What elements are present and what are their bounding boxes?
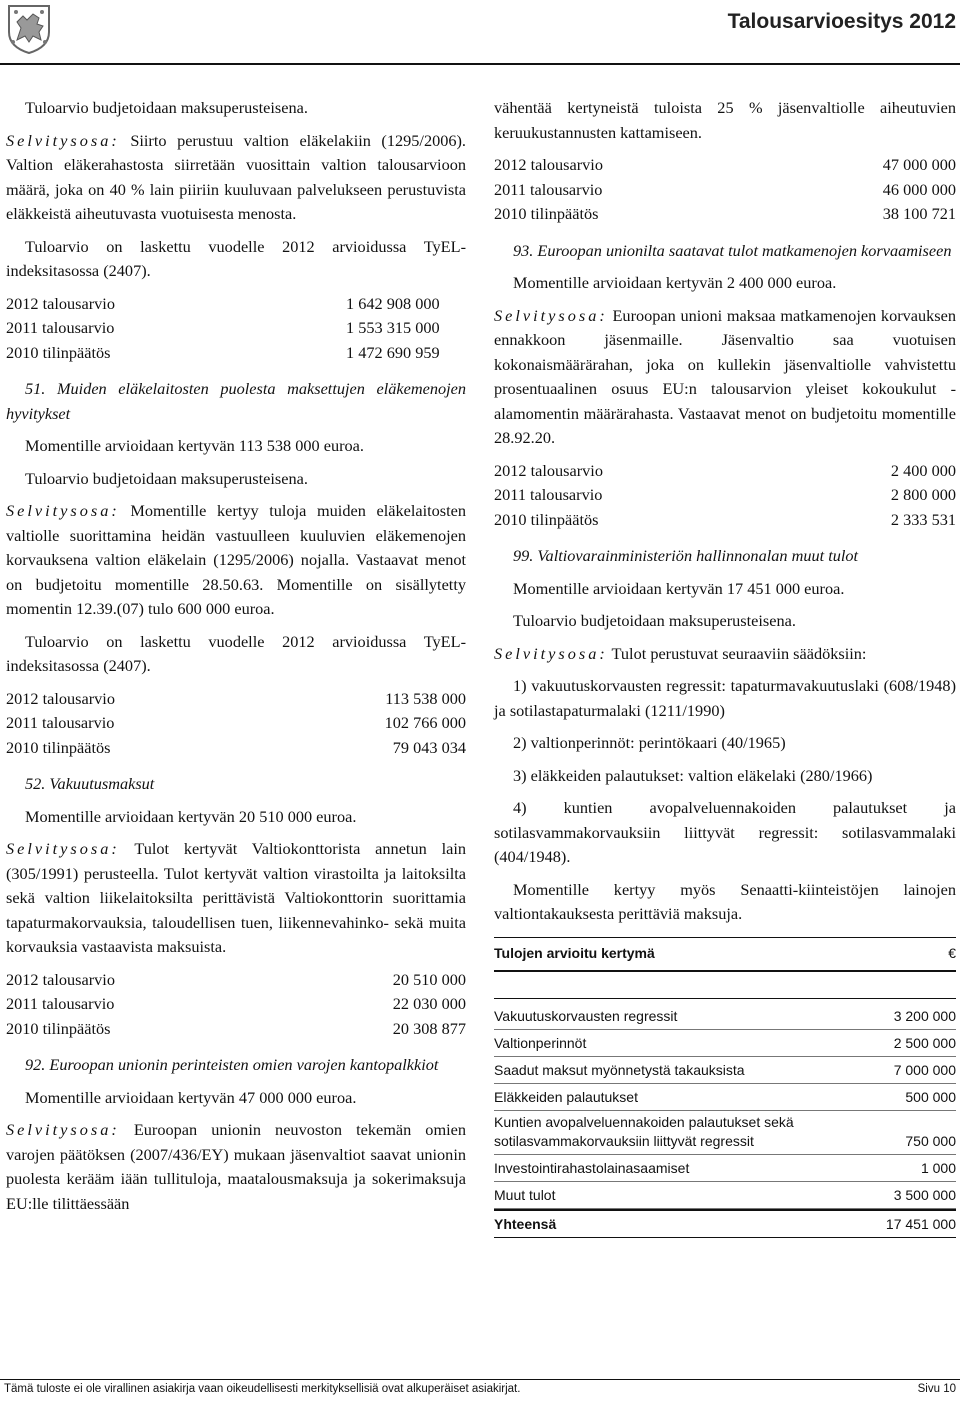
lion-coat-of-arms-icon bbox=[3, 2, 55, 54]
list-item: 3) eläkkeiden palautukset: valtion eläkelaki (280/1966) bbox=[513, 765, 873, 785]
left-column bbox=[6, 96, 466, 1224]
paragraph: Selvitysosa: Tulot perustuvat seuraaviin säädöksiin: bbox=[494, 643, 867, 663]
table-row: Eläkkeiden palautukset 500 000 bbox=[494, 1084, 956, 1111]
selvitysosa-label: Selvitysosa: bbox=[6, 130, 120, 150]
paragraph: vähentää kertyneistä tuloista 25 % jäsenvaltiolle aiheutuvien keruukustannusten kattamiseen. bbox=[494, 98, 956, 142]
footer-divider bbox=[0, 1379, 960, 1380]
table-row: Kuntien avopalveluennakoiden palautukset sekä sotilasvammakorvauksiin liittyvät regressit 750 000 bbox=[494, 1111, 956, 1155]
figure-row: 2011 talousarvio 22 030 000 bbox=[6, 994, 466, 1013]
table-title: Tulojen arvioitu kertymä bbox=[494, 944, 655, 961]
figures-block bbox=[6, 687, 466, 761]
list-item: 1) vakuutuskorvausten regressit: tapaturmavakuutuslaki (608/1948) ja sotilastapaturmalaki (1211/1990) bbox=[494, 676, 956, 720]
figure-row: 2012 talousarvio 2 400 000 bbox=[494, 460, 956, 480]
table-row: Muut tulot 3 500 000 bbox=[494, 1182, 956, 1209]
page-footer bbox=[4, 1383, 956, 1395]
paragraph: Selvitysosa: Euroopan unioni maksaa matkamenojen korvauksen ennakkoon jäsenmaille. Jäsenvaltio saa vuotuisen kokonaismäärärahan, joka on kullekin jäsenvaltiolle vahvistettu prosentuaalinen osuus EU:n talousarvion yleiset kokoukulut -alamomentin määrärahasta. Vastaavat menot on budjetoitu momentille 28.92.20. bbox=[494, 305, 956, 447]
right-column bbox=[494, 96, 956, 1238]
paragraph: Selvitysosa: Momentille kertyy tuloja muiden eläkelaitosten valtiolle suorittamina heidän vastuulleen kuuluvien eläkemenojen korvauksena valtion eläkelain (1295/2006) nojalla. Vastaavat menot on budjetoitu momentille 28.50.63. Momentille on sisällytetty momentin 12.39.(07) tulo 600 000 euroa. bbox=[6, 501, 466, 618]
table-header bbox=[494, 937, 956, 973]
table-row: Valtionperinnöt 2 500 000 bbox=[494, 1030, 956, 1057]
list-item: 2) valtionperinnöt: perintökaari (40/1965) bbox=[513, 733, 786, 752]
figure-row: 2010 tilinpäätös 20 308 877 bbox=[6, 1018, 466, 1038]
paragraph: Tuloarvio budjetoidaan maksuperusteisena. bbox=[25, 468, 308, 488]
paragraph: Momentille kertyy myös Senaatti-kiinteistöjen lainojen valtiontakauksesta perittäviä maksuja. bbox=[494, 879, 956, 923]
section-heading: 99. Valtiovarainministeriön hallinnonalan muut tulot bbox=[513, 546, 859, 565]
selvitysosa-label: Selvitysosa: bbox=[494, 305, 608, 325]
paragraph: Selvitysosa: Siirto perustuu valtion eläkelakiin (1295/2006). Valtion eläkerahastosta siirretään vuosittain valtion talousarvioon määrä, joka on 40 % lain piiriin kuuluvaan palvelukseen perustuvista eläkkeistä aiheutuvasta vuotuisesta menosta. bbox=[6, 130, 466, 223]
figures-block bbox=[6, 968, 466, 1042]
selvitysosa-label: Selvitysosa: bbox=[494, 643, 608, 663]
figure-row: 2010 tilinpäätös 2 333 531 bbox=[494, 509, 956, 529]
paragraph: Tuloarvio on laskettu vuodelle 2012 arvioidussa TyEL-indeksitasossa (2407). bbox=[6, 631, 466, 675]
selvitysosa-label: Selvitysosa: bbox=[6, 501, 120, 520]
list-item: 4) kuntien avopalveluennakoiden palautukset ja sotilasvammakorvauksiin liittyvät regressit: sotilasvammalaki (404/1948). bbox=[494, 798, 956, 866]
paragraph: Tuloarvio budjetoidaan maksuperusteisena. bbox=[25, 98, 308, 117]
table-row: Investointirahastolainasaamiset 1 000 bbox=[494, 1155, 956, 1182]
paragraph: Momentille arvioidaan kertyvän 20 510 000 euroa. bbox=[25, 806, 357, 826]
figure-row: 2012 talousarvio 20 510 000 bbox=[6, 969, 466, 989]
figure-row: 2010 tilinpäätös 1 472 690 959 bbox=[6, 342, 440, 362]
selvitysosa-label: Selvitysosa: bbox=[6, 839, 120, 858]
figures-block bbox=[494, 153, 956, 227]
paragraph: Tuloarvio on laskettu vuodelle 2012 arvioidussa TyEL-indeksitasossa (2407). bbox=[6, 236, 466, 280]
figure-row: 2011 talousarvio 1 553 315 000 bbox=[6, 318, 440, 337]
section-heading: 52. Vakuutusmaksut bbox=[25, 774, 155, 793]
figure-row: 2010 tilinpäätös 38 100 721 bbox=[494, 204, 956, 223]
table-row: Vakuutuskorvausten regressit 3 200 000 bbox=[494, 1003, 956, 1030]
footer-disclaimer: Tämä tuloste ei ole virallinen asiakirja vaan oikeudellisesti merkityksellisiä ovat alkuperäiset asiakirjat. bbox=[4, 1383, 521, 1395]
figures-block bbox=[494, 459, 956, 533]
income-table bbox=[494, 998, 956, 1238]
header-divider bbox=[0, 63, 960, 65]
currency-unit: € bbox=[948, 944, 956, 961]
table-total-row: Yhteensä 17 451 000 bbox=[494, 1209, 956, 1238]
figure-row: 2012 talousarvio 1 642 908 000 bbox=[6, 293, 440, 313]
paragraph: Momentille arvioidaan kertyvän 47 000 000 euroa. bbox=[25, 1087, 357, 1107]
section-heading: 92. Euroopan unionin perinteisten omien varojen kantopalkkiot bbox=[25, 1055, 439, 1074]
section-heading: 93. Euroopan unionilta saatavat tulot matkamenojen korvaamiseen bbox=[513, 240, 952, 260]
figure-row: 2011 talousarvio 46 000 000 bbox=[494, 179, 956, 199]
page-header bbox=[0, 0, 960, 62]
paragraph: Selvitysosa: Euroopan unionin neuvoston tekemän omien varojen päätöksen (2007/436/EY) mukaan jäsenvaltiot saavat unionin puolesta kerääm iään tullituloja, maatalousmaksuja ja sokerimaksuja EU:lle tilittäessään bbox=[6, 1120, 466, 1213]
table-row: Saadut maksut myönnetystä takauksista 7 000 000 bbox=[494, 1057, 956, 1084]
paragraph: Momentille arvioidaan kertyvän 2 400 000 euroa. bbox=[513, 273, 837, 292]
document-title: Talousarvioesitys 2012 bbox=[727, 10, 956, 33]
figure-row: 2012 talousarvio 113 538 000 bbox=[6, 688, 466, 708]
paragraph: Tuloarvio budjetoidaan maksuperusteisena. bbox=[513, 611, 796, 630]
page-number: Sivu 10 bbox=[917, 1383, 956, 1395]
paragraph: Momentille arvioidaan kertyvän 17 451 000 euroa. bbox=[513, 578, 845, 598]
paragraph: Momentille arvioidaan kertyvän 113 538 000 euroa. bbox=[25, 436, 364, 455]
figure-row: 2012 talousarvio 47 000 000 bbox=[494, 155, 956, 174]
figure-row: 2010 tilinpäätös 79 043 034 bbox=[6, 737, 466, 757]
section-heading: 51. Muiden eläkelaitosten puolesta maksettujen eläkemenojen hyvitykset bbox=[6, 379, 466, 423]
figure-row: 2011 talousarvio 2 800 000 bbox=[494, 485, 956, 504]
figures-block bbox=[6, 292, 466, 366]
selvitysosa-label: Selvitysosa: bbox=[6, 1120, 120, 1139]
figure-row: 2011 talousarvio 102 766 000 bbox=[6, 713, 466, 732]
paragraph: Selvitysosa: Tulot kertyvät Valtiokonttorista annetun lain (305/1991) perusteella. Tulot kertyvät valtion virastoilta ja laitoksilta sekä valtion liikelaitoksilta perittävistä Valtiokonttorin suorittamia tapaturmakorvauksia, taloudellisen tuen, liikennevahinko- sekä muita korvauksia vastaavista maksuista. bbox=[6, 839, 466, 956]
